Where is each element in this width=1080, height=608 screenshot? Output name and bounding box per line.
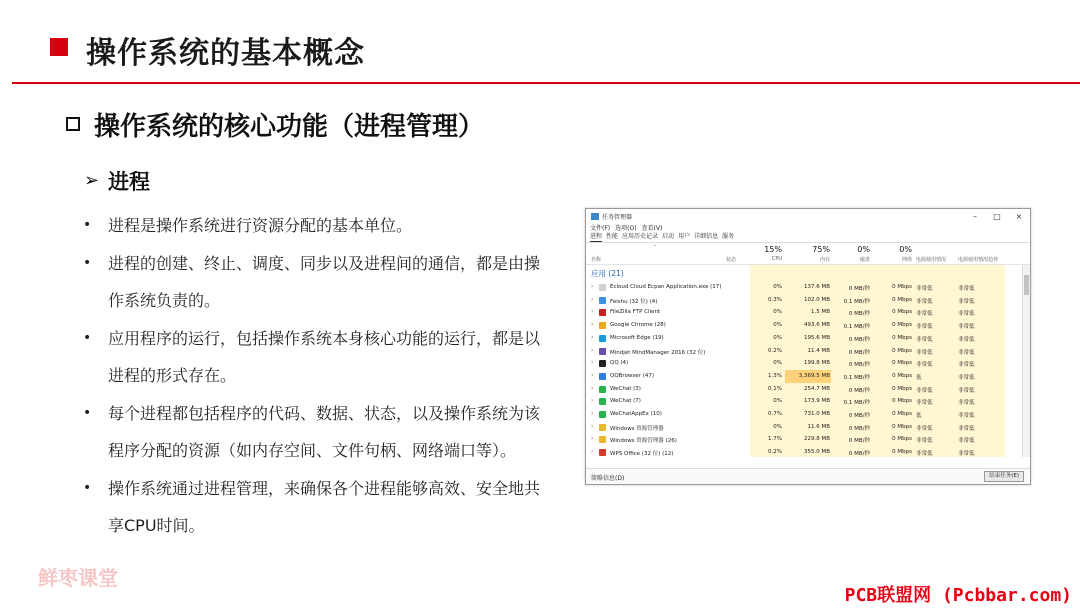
bullet-text: 进程是操作系统进行资源分配的基本单位。 <box>108 216 413 235</box>
bullet-dot-icon: • <box>83 254 92 271</box>
app-icon <box>599 322 606 329</box>
app-icon <box>599 424 606 431</box>
expand-chevron-icon[interactable]: › <box>591 371 594 379</box>
process-power-trend: 非常低 <box>958 413 975 419</box>
process-cpu: 0.2% <box>768 449 782 456</box>
sort-arrow-icon: ⌃ <box>652 244 658 251</box>
app-icon <box>599 373 606 380</box>
process-power: 非常低 <box>916 336 933 343</box>
col-cpu-pct[interactable]: 15% <box>764 245 782 254</box>
tab-startup[interactable]: 启动 <box>662 233 675 240</box>
process-disk: 0 MB/秒 <box>848 387 870 394</box>
process-cpu: 0% <box>773 309 782 316</box>
scrollbar[interactable] <box>1022 265 1030 457</box>
scrollbar-thumb[interactable] <box>1024 275 1029 295</box>
process-row[interactable] <box>586 319 1022 332</box>
process-network: 0 Mbps <box>892 372 912 379</box>
process-network: 0 Mbps <box>892 423 912 430</box>
process-power-trend: 非常低 <box>958 336 975 343</box>
expand-chevron-icon[interactable]: › <box>591 410 594 417</box>
task-manager-title: 任务管理器 <box>602 213 633 221</box>
process-memory: 229.8 MB <box>803 436 830 443</box>
fewer-details-link[interactable]: 简略信息(D) <box>591 475 625 482</box>
process-disk: 0 MB/秒 <box>848 349 870 356</box>
expand-chevron-icon[interactable]: › <box>591 346 594 354</box>
process-network: 0 Mbps <box>892 334 912 341</box>
group-apps[interactable]: 应用 (21) <box>591 269 624 278</box>
process-row[interactable] <box>586 433 1022 446</box>
bullet-text: 程序分配的资源（如内存空间、文件句柄、网络端口等）。 <box>108 441 517 460</box>
app-icon <box>599 360 606 367</box>
process-power: 非常低 <box>916 438 933 445</box>
col-cpu[interactable]: CPU <box>771 256 782 262</box>
process-network: 0 Mbps <box>892 449 912 456</box>
process-power-trend: 非常低 <box>958 451 975 458</box>
bullet-text: 操作系统通过进程管理，来确保各个进程能够高效、安全地共 <box>108 478 541 498</box>
app-icon <box>599 297 606 304</box>
expand-chevron-icon[interactable]: › <box>591 422 594 430</box>
app-icon <box>599 398 606 405</box>
process-memory: 173.9 MB <box>803 398 830 405</box>
process-row[interactable] <box>586 421 1022 434</box>
tab-app-history[interactable]: 应用历史记录 <box>622 233 659 240</box>
process-name: WeChatAppEx (10) <box>610 411 662 417</box>
section-square-icon <box>66 117 80 131</box>
process-cpu: 0% <box>773 334 782 341</box>
process-name: Windows 资源管理器 <box>610 425 664 432</box>
tab-services[interactable]: 服务 <box>722 233 735 240</box>
menu-file[interactable]: 文件(F) <box>590 225 611 232</box>
process-network: 0 Mbps <box>892 398 912 405</box>
expand-chevron-icon[interactable]: › <box>591 384 594 392</box>
col-memory[interactable]: 内存 <box>819 257 830 263</box>
process-power: 非常低 <box>916 311 933 318</box>
expand-chevron-icon[interactable]: › <box>591 321 594 329</box>
bullet-item <box>80 320 540 358</box>
col-power-trend[interactable]: 电源使用情况趋势 <box>958 257 999 263</box>
process-memory: 195.6 MB <box>803 334 830 341</box>
expand-chevron-icon[interactable]: › <box>591 435 594 443</box>
process-memory: 493.6 MB <box>803 322 830 329</box>
process-memory: 1.5 MB <box>810 309 830 316</box>
process-cpu: 0.2% <box>768 347 782 354</box>
process-row[interactable] <box>586 383 1022 396</box>
bullet-continuation <box>80 507 540 545</box>
process-row[interactable] <box>586 408 1022 421</box>
process-network: 0 Mbps <box>892 385 912 392</box>
process-row[interactable] <box>586 281 1022 294</box>
process-name: QQBrowser (47) <box>610 372 654 379</box>
process-cpu: 1.3% <box>768 372 782 379</box>
bullet-dot-icon: • <box>83 329 92 346</box>
bullet-text: 应用程序的运行，包括操作系统本身核心功能的运行，都是以 <box>108 328 541 348</box>
process-disk: 0 MB/秒 <box>848 311 870 318</box>
process-power: 非常低 <box>916 298 933 305</box>
minimize-icon[interactable]: – <box>973 211 977 221</box>
process-power: 非常低 <box>916 349 933 356</box>
col-name[interactable]: 名称 <box>591 257 602 263</box>
process-name: Google Chrome (28) <box>610 322 666 329</box>
bullet-text: 每个进程都包括程序的代码、数据、状态，以及操作系统为该 <box>108 403 541 423</box>
bullet-item <box>80 395 540 433</box>
process-name: WPS Office (32 位) (12) <box>610 451 674 458</box>
tab-processes[interactable]: 进程 <box>590 233 603 240</box>
bullet-item <box>80 207 540 245</box>
process-name: Windows 资源管理器 (26) <box>610 438 677 445</box>
task-manager-footer <box>586 468 1030 484</box>
process-row[interactable] <box>586 294 1022 307</box>
process-row[interactable] <box>586 395 1022 408</box>
task-manager-tabs <box>586 232 1030 243</box>
bullet-continuation <box>80 432 540 470</box>
subsection-title: 进程 <box>108 170 150 194</box>
process-row[interactable] <box>586 446 1022 459</box>
process-disk: 0 MB/秒 <box>848 425 870 432</box>
process-power-trend: 非常低 <box>958 298 975 305</box>
process-cpu: 0% <box>773 284 782 290</box>
expand-chevron-icon[interactable]: › <box>591 359 594 367</box>
process-memory: 254.7 MB <box>803 385 830 392</box>
expand-chevron-icon[interactable]: › <box>591 308 594 316</box>
expand-chevron-icon[interactable]: › <box>591 295 594 303</box>
bullet-list <box>80 207 540 545</box>
process-network: 0 Mbps <box>892 436 912 443</box>
tab-performance[interactable]: 性能 <box>606 233 619 240</box>
bullet-continuation <box>80 282 540 320</box>
col-power[interactable]: 电源使用情况 <box>916 257 947 263</box>
process-network: 0 Mbps <box>892 411 912 417</box>
process-name: Ecloud Cloud Ecpan Application.exe (17) <box>610 284 722 290</box>
expand-chevron-icon[interactable]: › <box>591 448 594 456</box>
process-power: 非常低 <box>916 362 933 369</box>
process-name: WeChat (7) <box>610 398 641 405</box>
process-disk: 0.1 MB/秒 <box>843 324 870 331</box>
bullet-item <box>80 245 540 283</box>
process-memory: 137.6 MB <box>803 284 830 290</box>
process-name: QQ (4) <box>610 360 629 367</box>
process-row[interactable] <box>586 370 1022 383</box>
process-name: Mindjet MindManager 2016 (32 位) <box>610 349 706 356</box>
process-power-trend: 非常低 <box>958 400 975 407</box>
process-power-trend: 非常低 <box>958 438 975 445</box>
bullet-dot-icon: • <box>83 217 92 233</box>
app-icon <box>599 449 606 456</box>
task-manager-window <box>585 208 1031 485</box>
process-power-trend: 非常低 <box>958 349 975 356</box>
maximize-icon[interactable]: □ <box>993 211 1001 221</box>
process-network: 0 Mbps <box>892 322 912 329</box>
app-icon <box>599 284 606 291</box>
task-manager-menubar <box>586 223 1030 232</box>
process-name: WeChat (3) <box>610 385 641 392</box>
process-disk: 0 MB/秒 <box>848 286 870 292</box>
arrow-bullet-icon: ➢ <box>84 170 100 191</box>
process-cpu: 0% <box>773 360 782 367</box>
expand-chevron-icon[interactable]: › <box>591 397 594 405</box>
process-memory: 3,369.5 MB <box>798 372 830 379</box>
tab-users[interactable]: 用户 <box>678 233 691 240</box>
end-task-button[interactable]: 结束任务(E) <box>984 471 1024 482</box>
process-power-trend: 非常低 <box>958 374 975 381</box>
process-network: 0 Mbps <box>892 360 912 367</box>
process-cpu: 0.3% <box>768 296 782 303</box>
bullet-text: 作系统负责的。 <box>108 291 221 310</box>
menu-options[interactable]: 选项(O) <box>615 225 637 232</box>
process-disk: 0.1 MB/秒 <box>843 298 870 305</box>
col-network-pct[interactable]: 0% <box>899 245 912 254</box>
app-icon <box>599 335 606 342</box>
app-icon <box>599 309 606 316</box>
process-network: 0 Mbps <box>892 284 912 290</box>
process-disk: 0.1 MB/秒 <box>843 374 870 381</box>
process-power: 低 <box>916 374 922 381</box>
process-table-body <box>586 265 1030 457</box>
process-cpu: 0% <box>773 322 782 329</box>
app-icon <box>599 436 606 443</box>
process-cpu: 0% <box>773 423 782 430</box>
expand-chevron-icon[interactable]: › <box>591 333 594 341</box>
process-power: 非常低 <box>916 324 933 331</box>
bullet-continuation <box>80 357 540 395</box>
process-power: 非常低 <box>916 286 933 292</box>
process-cpu: 0.1% <box>768 385 782 392</box>
process-cpu: 0% <box>773 398 782 405</box>
process-power: 非常低 <box>916 387 933 394</box>
process-name: FileZilla FTP Client <box>610 309 661 316</box>
process-name: Microsoft Edge (19) <box>610 334 664 341</box>
col-network[interactable]: 网络 <box>901 257 912 263</box>
task-manager-icon <box>591 213 599 220</box>
bullet-dot-icon: • <box>83 479 92 496</box>
app-icon <box>599 411 606 418</box>
process-cpu: 1.7% <box>768 436 782 443</box>
process-power-trend: 非常低 <box>958 286 975 292</box>
bullet-dot-icon: • <box>83 404 92 421</box>
close-icon[interactable]: × <box>1015 211 1023 221</box>
process-memory: 11.4 MB <box>807 347 830 354</box>
process-power: 非常低 <box>916 400 933 407</box>
process-row[interactable] <box>586 306 1022 319</box>
menu-view[interactable]: 查看(V) <box>641 225 663 232</box>
process-memory: 731.0 MB <box>803 411 830 417</box>
page-title: 操作系统的基本概念 <box>86 36 365 71</box>
section-title: 操作系统的核心功能（进程管理） <box>94 112 485 142</box>
title-divider <box>12 82 1080 84</box>
process-power-trend: 非常低 <box>958 324 975 331</box>
process-disk: 0 MB/秒 <box>848 451 870 458</box>
app-icon <box>599 386 606 393</box>
process-power: 非常低 <box>916 451 933 458</box>
process-disk: 0 MB/秒 <box>848 362 870 369</box>
process-power-trend: 非常低 <box>958 311 975 318</box>
process-row[interactable] <box>586 357 1022 370</box>
tab-details[interactable]: 详细信息 <box>694 233 719 240</box>
bullet-item <box>80 470 540 508</box>
col-disk-pct[interactable]: 0% <box>857 245 870 254</box>
process-memory: 11.6 MB <box>807 423 830 430</box>
task-manager-titlebar <box>586 209 1030 223</box>
process-power: 低 <box>916 413 922 419</box>
bullet-text: 进程的创建、终止、调度、同步以及进程间的通信，都是由操 <box>108 253 541 273</box>
process-network: 0 Mbps <box>892 309 912 316</box>
process-disk: 0.1 MB/秒 <box>843 400 870 407</box>
watermark-logo: 鲜枣课堂 <box>38 566 118 590</box>
expand-chevron-icon[interactable]: › <box>591 283 594 290</box>
process-power: 非常低 <box>916 425 933 432</box>
process-power-trend: 非常低 <box>958 425 975 432</box>
process-row[interactable] <box>586 332 1022 345</box>
title-marker <box>50 38 68 56</box>
process-network: 0 Mbps <box>892 347 912 354</box>
process-power-trend: 非常低 <box>958 387 975 394</box>
process-disk: 0 MB/秒 <box>848 336 870 343</box>
col-status[interactable]: 状态 <box>725 257 736 263</box>
footer-brand: PCB联盟网 (Pcbbar.com) <box>844 585 1072 606</box>
col-memory-pct[interactable]: 75% <box>812 245 830 254</box>
app-icon <box>599 348 606 355</box>
process-name: Feishu (32 位) (4) <box>610 298 658 305</box>
bullet-text: 进程的形式存在。 <box>108 366 237 385</box>
process-table-header <box>586 243 1030 265</box>
process-memory: 102.0 MB <box>803 296 830 303</box>
process-power-trend: 非常低 <box>958 362 975 369</box>
process-memory: 199.8 MB <box>803 360 830 367</box>
process-cpu: 0.7% <box>768 411 782 417</box>
col-disk[interactable]: 磁盘 <box>859 257 870 263</box>
process-row[interactable] <box>586 345 1022 358</box>
bullet-text: 享CPU时间。 <box>108 516 205 535</box>
process-network: 0 Mbps <box>892 296 912 303</box>
process-disk: 0 MB/秒 <box>848 413 870 419</box>
process-memory: 355.0 MB <box>803 449 830 456</box>
process-disk: 0 MB/秒 <box>848 438 870 445</box>
